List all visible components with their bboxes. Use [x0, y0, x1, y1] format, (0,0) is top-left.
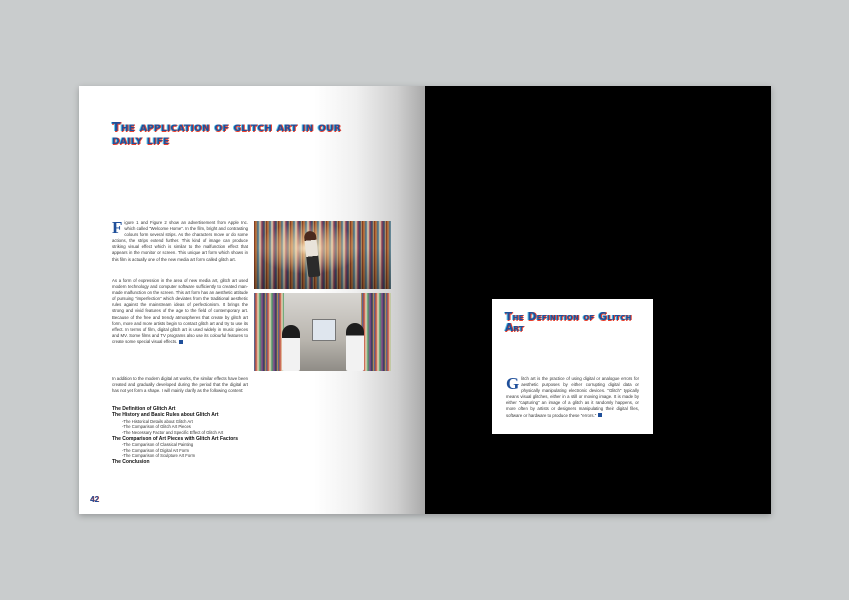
- dropcap-g: G: [506, 374, 520, 393]
- figure-2-couple-photo: [254, 293, 391, 371]
- second-paragraph-text: As a form of expression in the area of new media art, glitch art used modern technology and computer software sufficiently to created man-made malfunction on the screen. This art form has an aesthetic attitude of pursuing "imperfection" which deviates from the traditional aesthetic rules against the mainstream ideas of perfectionism. It brings the strong and vivid features of the age to the field of contemporary art. Because of the free and trendy atmospheres that create by glitch art form, more and more artists begin to contact glitch art and try to use its effect. In terms of film, digital glitch art is used widely in music pieces and MV. Some films and TV programs also use its colourful features to create some special visual effects.: [112, 278, 248, 344]
- contents-subitem: -The Comparison of Glitch Art Pieces: [122, 424, 191, 430]
- contents-subitem: -The Comparison of Digital Art Form: [122, 447, 190, 453]
- magazine-spread: [79, 86, 771, 514]
- light-burst: [254, 221, 391, 289]
- definition-text: litch art is the practice of using digital or analogue errors for aesthetic purposes by either corrupting digital data or physically manipulating electronic devices. "Glitch" typically means visual glitches, either in a still or moving image. It is made by either "capturing" an image of a glitch as it randomly happens, or more often by artists or designers manipulating their digital files, software or hardware to produce these "errors.": [506, 376, 639, 418]
- person-right: [346, 323, 364, 371]
- end-mark-icon: [598, 413, 602, 417]
- second-paragraph: [112, 278, 248, 345]
- contents-subitem: -The Necessary Factor and Specific Effect of Glitch Art: [122, 430, 224, 435]
- contents-subitem: -The Historical Details about Glitch Art: [122, 418, 193, 424]
- person-left: [282, 325, 300, 371]
- contents-heading: The History and Basic Rules about Glitch Art: [112, 412, 219, 419]
- left-page-title: The application of glitch art in our daily life: [112, 119, 341, 148]
- contents-subitem: -The Comparison of Classical Painting: [122, 442, 194, 447]
- contents-list: [112, 406, 272, 465]
- intro-paragraph: [112, 220, 248, 263]
- figure-1-dancer-photo: [254, 221, 391, 289]
- contents-heading: The Definition of Glitch Art: [112, 406, 176, 412]
- intro-paragraph-text: igure 1 and Figure 2 show an advertisement from Apple Inc. which called "Welcome Home". In the film, bright and contrasting colours form several strips. As the characters move or do some actions, the strips extend further. This kind of image can produce striking visual effect which is similar to the malfunction effect that appears in the monitor or screen. This unique art form which shows in this film is actually one of the new media art form called glitch art.: [112, 220, 248, 262]
- right-page-title: The Definition of Glitch Art: [505, 311, 632, 335]
- screen-frame: [312, 319, 336, 341]
- end-mark-icon: [179, 340, 183, 344]
- definition-card: [492, 299, 653, 434]
- contents-heading: The Comparison of Art Pieces with Glitch Art Factors: [112, 435, 239, 442]
- contents-heading: The Conclusion: [112, 458, 150, 465]
- definition-paragraph: [506, 376, 639, 419]
- right-page: [425, 86, 771, 514]
- third-paragraph: In addition to the modern digital art works, the similar effects have been created and gradually developed during the period that the digital art has not yet form a shape. I will mainly clarify as the following content:: [112, 376, 248, 394]
- dropcap-f: F: [112, 218, 123, 237]
- page-number: 42: [90, 495, 99, 504]
- contents-subitem: -The Comparison of Sculpture Art Form: [122, 453, 196, 459]
- left-page: [79, 86, 425, 514]
